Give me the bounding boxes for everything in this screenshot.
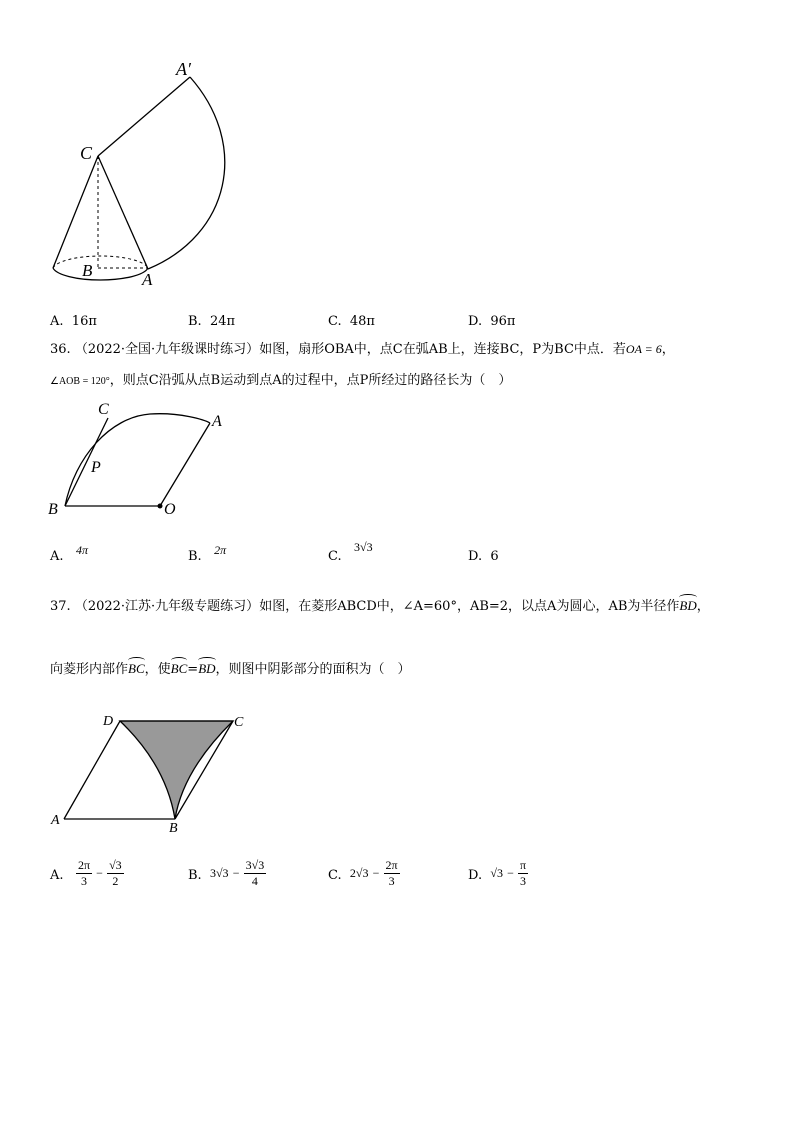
- q36-text2: ，则点C沿弧从点B运动到点A的过程中，点P所经过的路径长为（ ）: [109, 373, 512, 388]
- sector-figure: [40, 402, 250, 527]
- q36-source: （2022·全国·九年级课时练习）: [74, 342, 260, 357]
- cone-base-back: [53, 256, 148, 268]
- q36-line2: [50, 374, 511, 387]
- cone-base-front: [53, 268, 148, 280]
- shaded-region: [120, 721, 233, 819]
- label-o: O: [164, 501, 176, 518]
- rhombus-side-ad: [64, 721, 120, 819]
- q35-option-b: B. 24π: [188, 314, 236, 329]
- q37-line2: 向菱形内部作BC，使BC=BD，则图中阴影部分的面积为（ ）: [50, 661, 411, 677]
- q37-text2a: 向菱形内部作: [50, 662, 129, 677]
- q36-option-b: B. 2π: [188, 543, 227, 564]
- arc-bd-label-2: BD: [198, 661, 216, 676]
- q36-option-a: A. 4π: [50, 543, 88, 564]
- q37-line1: 37. （2022·江苏·九年级专题练习）如图，在菱形ABCD中，∠A=60°，AB=2，以点A为圆心，AB为半径作BD，: [50, 598, 710, 614]
- cone-sector-arc: [148, 77, 225, 269]
- label-a: A: [51, 813, 60, 828]
- label-a: A: [142, 270, 153, 289]
- cone-slant-left: [53, 156, 98, 268]
- q37-option-d: D. √3 − $\frac{\pi}{3}$: [468, 858, 527, 888]
- q37-text2c: ，则图中阴影部分的面积为（ ）: [215, 662, 411, 677]
- q37-number: 37.: [50, 599, 71, 614]
- rhombus-figure: [48, 710, 258, 840]
- arc-bd-label: BD: [679, 598, 697, 613]
- point-o: [158, 504, 163, 509]
- label-a-prime: A′: [176, 59, 191, 79]
- chord-bc: [65, 418, 108, 506]
- q37-text1: 如图，在菱形ABCD中，∠A=60°，AB=2，以点A为圆心，AB为半径作: [259, 599, 680, 614]
- q37-option-c: C. 2√3 − $\frac{2\pi}{3}$: [328, 858, 398, 888]
- label-a: A: [212, 413, 222, 430]
- q35-option-a: A. 16π: [50, 314, 97, 329]
- label-b: B: [82, 261, 93, 280]
- label-b: B: [48, 501, 58, 518]
- q35-option-c: C. 48π: [328, 314, 375, 329]
- arc-bc-label-2: BC: [170, 661, 188, 676]
- q37-option-a: A. $\frac{2\pi}{3}$ − $\frac{√3}{2}$: [50, 858, 122, 888]
- label-c: C: [234, 715, 244, 730]
- cone-slant-right-extension: [98, 77, 190, 156]
- sector-radius-oa: [160, 423, 210, 506]
- q36-option-c: C. 3√3: [328, 540, 373, 564]
- q36-line1: 36. （2022·全国·九年级课时练习）如图，扇形OBA中，点C在弧AB上，连接BC，P为BC中点．若OA = 6，: [50, 342, 675, 357]
- q36-oa-math: OA = 6: [625, 342, 662, 356]
- q36-number: 36.: [50, 342, 71, 357]
- q36-text1: 如图，扇形OBA中，点C在弧AB上，连接BC，P为BC中点．若: [259, 342, 626, 357]
- q36-angle-math: ∠AOB = 120°: [50, 376, 110, 387]
- label-b: B: [169, 821, 178, 836]
- cone-figure: [40, 55, 240, 295]
- label-c: C: [80, 143, 93, 163]
- q36-option-d: D. 6: [468, 549, 499, 564]
- cone-slant-right: [98, 156, 148, 269]
- arc-bc-label: BC: [128, 661, 145, 676]
- q37-option-b: B. 3√3 − $\frac{3√3}{4}$: [188, 858, 265, 888]
- label-p: P: [91, 459, 101, 476]
- q37-source: （2022·江苏·九年级专题练习）: [74, 599, 260, 614]
- label-d: D: [103, 714, 114, 729]
- q35-option-d: D. 96π: [468, 314, 516, 329]
- label-c: C: [98, 402, 109, 418]
